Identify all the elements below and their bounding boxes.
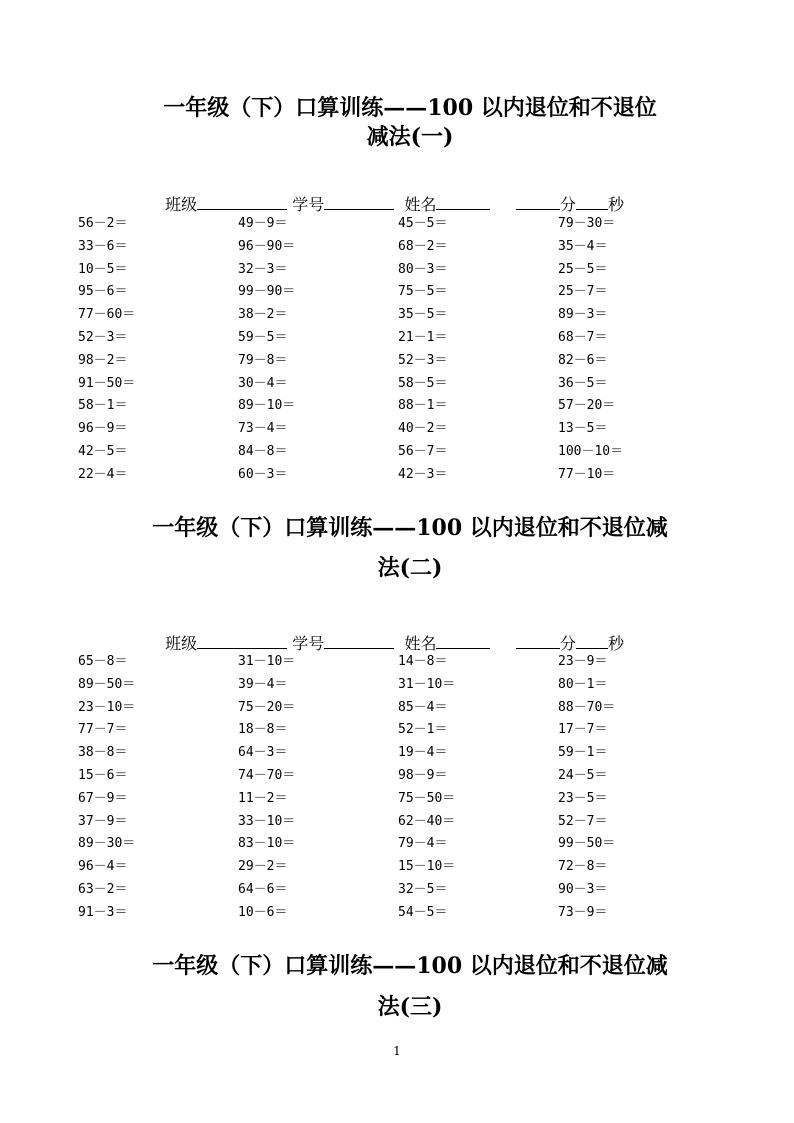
number-label: 学号 [292,634,325,653]
problem: 52－3＝ [398,352,448,368]
problem: 89－30＝ [78,836,136,852]
problem: 15－6＝ [78,767,128,783]
problem: 38－8＝ [78,745,128,761]
problem: 60－3＝ [238,466,288,482]
problem: 35－4＝ [558,238,608,254]
problem: 62－40＝ [398,813,456,829]
problem: 63－2＝ [78,881,128,897]
problem: 52－1＝ [398,722,448,738]
problem: 72－8＝ [558,859,608,875]
problem: 88－1＝ [398,398,448,414]
problem: 56－7＝ [398,443,448,459]
problem: 33－6＝ [78,238,128,254]
problem: 95－6＝ [78,284,128,300]
section-1-info-row [155,173,715,215]
problem: 21－1＝ [398,329,448,345]
class-label: 班级 [165,195,198,214]
problem: 17－7＝ [558,722,608,738]
problem: 52－3＝ [78,329,128,345]
problem: 77－60＝ [78,307,136,323]
problem: 73－9＝ [558,904,608,920]
problem: 13－5＝ [558,421,608,437]
problem: 18－8＝ [238,722,288,738]
problem: 29－2＝ [238,859,288,875]
problem: 91－3＝ [78,904,128,920]
section-1-title-line2: 减法(一) [366,124,454,150]
problem: 68－2＝ [398,238,448,254]
problem: 75－50＝ [398,790,456,806]
seconds-label: 秒 [607,634,624,653]
problem: 19－4＝ [398,745,448,761]
section-1-title: 一年级（下）口算训练——100 以内退位和不退位 [163,95,657,121]
problem: 88－70＝ [558,699,616,715]
problem: 37－9＝ [78,813,128,829]
class-label: 班级 [165,634,198,653]
problem: 64－3＝ [238,745,288,761]
section-3-title-line2: 法(三) [377,994,443,1020]
problem: 98－2＝ [78,352,128,368]
problem: 96－9＝ [78,421,128,437]
problem: 52－7＝ [558,813,608,829]
problem: 38－2＝ [238,307,288,323]
problem: 24－5＝ [558,767,608,783]
section-2-title: 一年级（下）口算训练——100 以内退位和不退位减 [152,515,668,541]
problem: 36－5＝ [558,375,608,391]
problem: 32－3＝ [238,261,288,277]
problem: 58－5＝ [398,375,448,391]
problem: 64－6＝ [238,881,288,897]
problem: 39－4＝ [238,676,288,692]
problem: 89－50＝ [78,676,136,692]
problem: 80－1＝ [558,676,608,692]
problem: 23－5＝ [558,790,608,806]
name-label: 姓名 [404,634,437,653]
problem: 75－20＝ [238,699,296,715]
problem: 59－5＝ [238,329,288,345]
problem: 85－4＝ [398,699,448,715]
problem: 23－9＝ [558,654,608,669]
problem: 40－2＝ [398,421,448,437]
problem: 10－6＝ [238,904,288,920]
name-blank[interactable] [436,193,490,210]
problem: 31－10＝ [398,676,456,692]
problem: 74－70＝ [238,767,296,783]
problem: 30－4＝ [238,375,288,391]
problem: 75－5＝ [398,284,448,300]
problem: 89－3＝ [558,307,608,323]
problem: 25－7＝ [558,284,608,300]
problem: 45－5＝ [398,216,448,231]
class-blank[interactable] [197,632,287,649]
section-2-problems [78,651,718,925]
seconds-blank[interactable] [576,193,608,210]
problem: 11－2＝ [238,790,288,806]
problem: 67－9＝ [78,790,128,806]
problem: 22－4＝ [78,466,128,482]
problem: 23－10＝ [78,699,136,715]
problem: 96－4＝ [78,859,128,875]
problem: 89－10＝ [238,398,296,414]
problem: 77－7＝ [78,722,128,738]
problem: 100－10＝ [558,443,624,459]
problem: 65－8＝ [78,654,128,669]
problem: 54－5＝ [398,904,448,920]
section-1-problems [78,213,718,487]
problem: 77－10＝ [558,466,616,482]
problem: 83－10＝ [238,836,296,852]
problem: 33－10＝ [238,813,296,829]
problem: 56－2＝ [78,216,128,231]
problem: 25－5＝ [558,261,608,277]
problem: 10－5＝ [78,261,128,277]
score-blank[interactable] [516,632,560,649]
number-label: 学号 [292,195,325,214]
score-blank[interactable] [516,193,560,210]
problem: 31－10＝ [238,654,296,669]
seconds-label: 秒 [607,195,624,214]
problem: 79－30＝ [558,216,616,231]
problem: 91－50＝ [78,375,136,391]
problem: 84－8＝ [238,443,288,459]
problem: 96－90＝ [238,238,296,254]
number-blank[interactable] [324,193,394,210]
problem: 57－20＝ [558,398,616,414]
problem: 79－4＝ [398,836,448,852]
score-label: 分 [559,195,576,214]
problem: 80－3＝ [398,261,448,277]
class-blank[interactable] [197,193,287,210]
page-number: 1 [393,1044,401,1058]
problem: 68－7＝ [558,329,608,345]
problem: 79－8＝ [238,352,288,368]
problem: 99－90＝ [238,284,296,300]
problem: 98－9＝ [398,767,448,783]
seconds-blank[interactable] [576,632,608,649]
problem: 42－3＝ [398,466,448,482]
number-blank[interactable] [324,632,394,649]
section-3-title: 一年级（下）口算训练——100 以内退位和不退位减 [152,953,668,979]
problem: 73－4＝ [238,421,288,437]
name-blank[interactable] [436,632,490,649]
problem: 32－5＝ [398,881,448,897]
problem: 35－5＝ [398,307,448,323]
section-2-info-row [155,612,715,654]
name-label: 姓名 [404,195,437,214]
problem: 90－3＝ [558,881,608,897]
problem: 82－6＝ [558,352,608,368]
problem: 99－50＝ [558,836,616,852]
problem: 59－1＝ [558,745,608,761]
problem: 14－8＝ [398,654,448,669]
problem: 15－10＝ [398,859,456,875]
section-2-title-line2: 法(二) [377,555,443,581]
problem: 58－1＝ [78,398,128,414]
problem: 42－5＝ [78,443,128,459]
score-label: 分 [559,634,576,653]
problem: 49－9＝ [238,216,288,231]
